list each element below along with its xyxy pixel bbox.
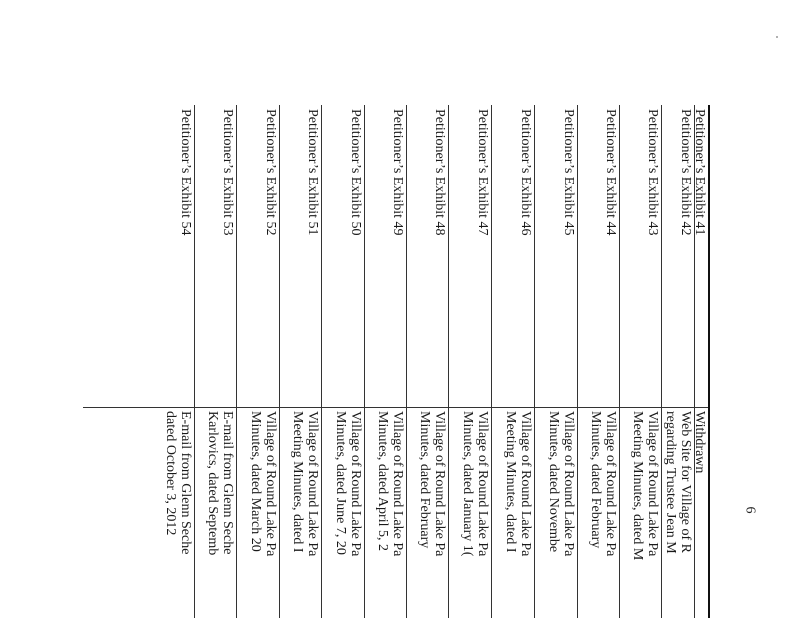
exhibit-description: Minutes, dated June 7, 20 [333,411,348,555]
table-row [577,105,620,618]
table-row [364,105,407,618]
exhibit-description: Minutes, dated February [417,411,432,549]
exhibit-description: Web Site for Village of R [678,411,693,554]
exhibit-description: Minutes, dated February [588,411,603,549]
exhibit-description: E-mail from Glenn Seche [220,411,235,555]
exhibit-description: Village of Round Lake Pa [263,411,278,557]
exhibit-description: Minutes, dated Novembe [546,411,561,553]
exhibit-label: Petitioner’s Exhibit 51 [305,109,320,236]
exhibit-description: dated October 3, 2012 [163,411,178,536]
exhibit-label: Petitioner’s Exhibit 54 [178,109,193,236]
table-row [321,105,365,618]
table-row [448,105,492,618]
exhibit-description: Village of Round Lake Pa [518,411,533,557]
table-row [619,105,662,618]
exhibit-label: Petitioner’s Exhibit 53 [220,109,235,236]
exhibit-description: Meeting Minutes, dated I [290,411,305,553]
exhibit-label: Petitioner’s Exhibit 45 [561,109,576,236]
table-row [534,105,578,618]
exhibit-label: Petitioner’s Exhibit 46 [518,109,533,236]
exhibit-description: Meeting Minutes, dated M [630,411,645,561]
exhibit-label: Petitioner’s Exhibit 52 [263,109,278,236]
table-row [236,105,280,618]
exhibit-label: Petitioner’s Exhibit 42 [678,109,693,236]
exhibit-label: Petitioner’s Exhibit 44 [603,109,618,236]
table-row [279,105,322,618]
exhibit-description: regarding Trustee Jean M [663,411,678,554]
exhibit-description: Village of Round Lake Pa [561,411,576,557]
exhibit-description: Withdrawn [692,411,707,474]
exhibit-description: Meeting Minutes, dated I [503,411,518,553]
exhibit-description: Village of Round Lake Pa [432,411,447,557]
exhibit-label: Petitioner’s Exhibit 41 [692,109,707,236]
exhibit-description: E-mail from Glenn Seche [178,411,193,555]
table-row [406,105,449,618]
exhibit-table-body [83,105,710,618]
exhibit-description: Village of Round Lake Pa [645,411,660,557]
exhibit-description: Village of Round Lake Pa [390,411,405,557]
exhibit-description: Minutes, dated March 20 [248,411,263,552]
table-row [661,105,695,618]
exhibit-description: Village of Round Lake Pa [348,411,363,557]
exhibit-description: Village of Round Lake Pa [305,411,320,557]
table-row [491,105,535,618]
exhibit-description: Village of Round Lake Pa [603,411,618,557]
exhibit-label: Petitioner’s Exhibit 48 [432,109,447,236]
exhibit-label: Petitioner’s Exhibit 43 [645,109,660,236]
exhibit-label: Petitioner’s Exhibit 49 [390,109,405,236]
exhibit-description: Minutes, dated January 1( [460,411,475,557]
exhibit-label: Petitioner’s Exhibit 47 [475,109,490,236]
page-number: 6 [742,506,758,514]
exhibit-label: Petitioner’s Exhibit 50 [348,109,363,236]
exhibit-table [83,105,710,618]
table-row [194,105,237,618]
exhibit-description: Village of Round Lake Pa [475,411,490,557]
table-row [83,105,195,618]
exhibit-description: Minutes, dated April 5, 2 [375,411,390,551]
table-row [693,105,710,618]
scan-artifact [776,36,778,38]
exhibit-description: Karlovics, dated Septemb [205,411,220,556]
